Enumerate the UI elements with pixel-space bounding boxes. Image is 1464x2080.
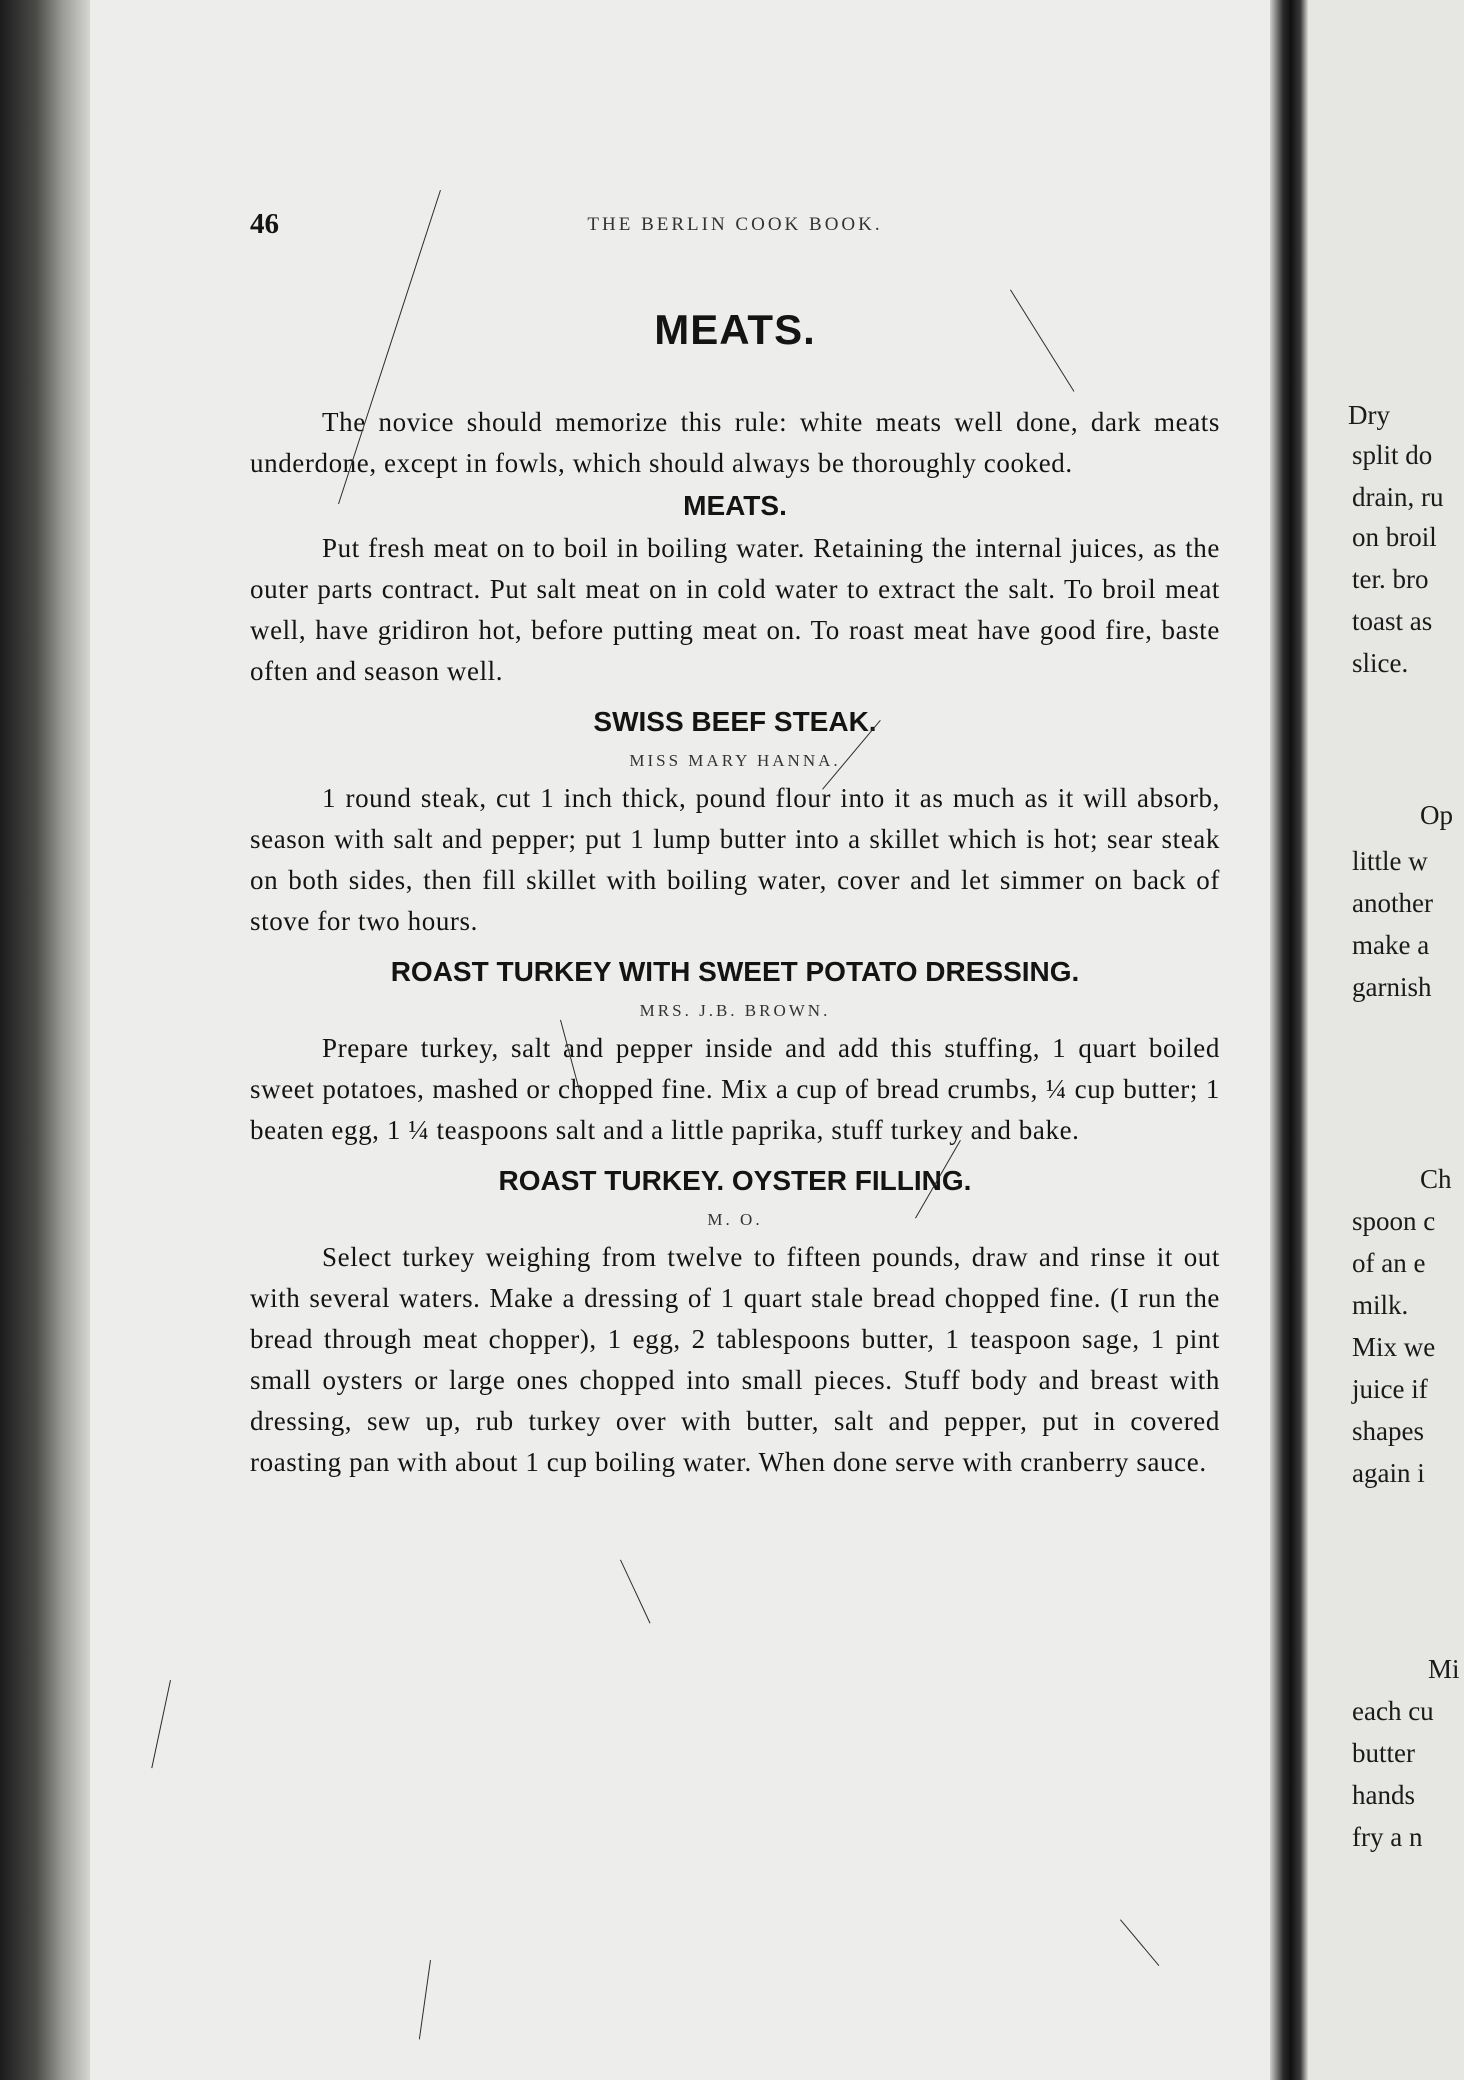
facing-line: shapes: [1352, 1416, 1424, 1446]
section-text: 1 round steak, cut 1 inch thick, pound flour into it as much as it will absorb, season with salt and pepper; put 1 lump butter into a skillet which is hot; sear steak on both sides, then fill skillet with boiling water, cover and let simmer on back of stove for two hours.: [250, 783, 1220, 936]
recipe-byline: M. O.: [707, 1210, 763, 1229]
facing-line: Dry: [1348, 400, 1390, 430]
section-roast-turkey-oyster: [250, 1159, 1220, 1483]
section-heading: SWISS BEEF STEAK.: [593, 706, 877, 737]
page-gutter: [1270, 0, 1308, 2080]
facing-line: fry a n: [1352, 1822, 1423, 1852]
facing-line: juice if: [1352, 1374, 1428, 1404]
facing-line: milk.: [1352, 1290, 1409, 1320]
facing-page: [1308, 0, 1464, 2080]
section-heading: ROAST TURKEY. OYSTER FILLING.: [498, 1165, 972, 1196]
facing-line: each cu: [1352, 1696, 1434, 1726]
section-roast-turkey-sweet-potato: [250, 950, 1220, 1151]
section-heading: MEATS.: [683, 490, 787, 521]
section-text: Select turkey weighing from twelve to fifteen pounds, draw and rinse it out with several waters. Make a dressing of 1 quart stale bread chopped fine. (I run the bread through meat chopper), 1 egg, 2 tablespoons butter, 1 teaspoon sage, 1 pint small oysters or large ones chopped into small pieces. Stuff body and breast with dressing, sew up, rub turkey over with butter, salt and pepper, put in covered roasting pan with about 1 cup boiling water. When done serve with cranberry sauce.: [250, 1242, 1220, 1477]
facing-line: toast as: [1352, 606, 1433, 636]
facing-line: Mi: [1428, 1654, 1460, 1684]
section-text: Put fresh meat on to boil in boiling water. Retaining the internal juices, as the outer parts contract. Put salt meat on in cold water to extract the salt. To broil meat well, have gridiron hot, before putting meat on. To roast meat have good fire, baste often and season well.: [250, 533, 1220, 686]
section-meats: [250, 484, 1220, 692]
facing-line: little w: [1352, 846, 1428, 876]
facing-line: Ch: [1420, 1164, 1452, 1194]
facing-line: of an e: [1352, 1248, 1426, 1278]
facing-line: another: [1352, 888, 1433, 918]
page-header: [250, 208, 1220, 248]
facing-line: on broil: [1352, 522, 1437, 552]
running-head: THE BERLIN COOK BOOK.: [587, 214, 883, 235]
facing-line: ter. bro: [1352, 564, 1429, 594]
facing-line: drain, ru: [1352, 482, 1444, 512]
intro-paragraph: The novice should memorize this rule: white meats well done, dark meats underdone, except in fowls, which should always be thoroughly cooked.: [250, 407, 1220, 478]
section-swiss-beef-steak: [250, 700, 1220, 942]
page-number: 46: [250, 208, 279, 240]
facing-line: again i: [1352, 1458, 1425, 1488]
facing-line: garnish: [1352, 972, 1432, 1002]
facing-line: slice.: [1352, 648, 1409, 678]
facing-line: make a: [1352, 930, 1430, 960]
book-binding-edge: [0, 0, 90, 2080]
facing-line: hands: [1352, 1780, 1415, 1810]
recipe-byline: MRS. J.B. BROWN.: [639, 1001, 831, 1020]
facing-line: split do: [1352, 440, 1433, 470]
facing-line: Op: [1420, 800, 1453, 830]
facing-line: spoon c: [1352, 1206, 1436, 1236]
section-heading: ROAST TURKEY WITH SWEET POTATO DRESSING.: [390, 956, 1080, 987]
chapter-title: MEATS.: [654, 306, 816, 353]
page-content: [250, 300, 1220, 1483]
section-text: Prepare turkey, salt and pepper inside and add this stuffing, 1 quart boiled sweet potatoes, mashed or chopped fine. Mix a cup of bread crumbs, ¼ cup butter; 1 beaten egg, 1 ¼ teaspoons salt and a little paprika, stuff turkey and bake.: [250, 1033, 1220, 1145]
facing-line: Mix we: [1352, 1332, 1436, 1362]
recipe-byline: MISS MARY HANNA.: [629, 751, 841, 770]
facing-line: butter: [1352, 1738, 1415, 1768]
